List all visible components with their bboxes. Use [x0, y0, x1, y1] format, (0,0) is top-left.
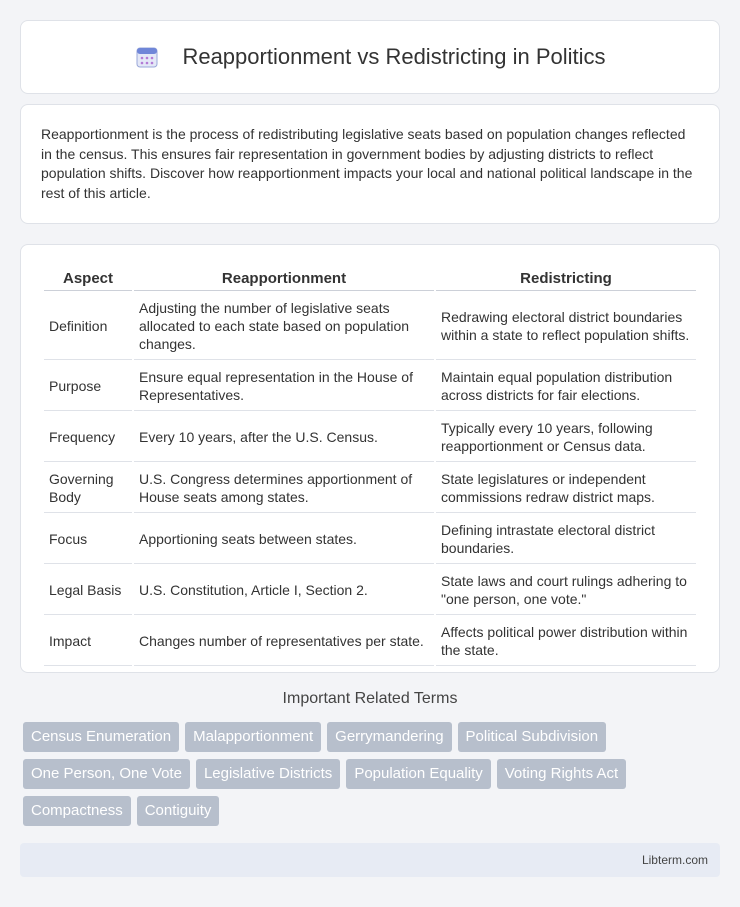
related-term-tag[interactable]: Gerrymandering	[327, 722, 451, 752]
header-card	[20, 20, 720, 94]
footer	[20, 843, 720, 877]
table-header-row	[44, 267, 696, 291]
related-terms-title: Important Related Terms	[282, 690, 458, 707]
header-reapportionment: Reapportionment	[134, 267, 434, 291]
row-aspect: Focus	[44, 515, 132, 564]
table-row	[44, 566, 696, 615]
table-row	[44, 293, 696, 360]
intro-text: Reapportionment is the process of redistributing legislative seats based on population changes reflected in the census. This ensures fair representation in government bodies by adjusting districts to reflect population shifts. Discover how reapportionment impacts your local and national political landscape in the rest of this article.	[41, 126, 693, 201]
related-term-tag[interactable]: Voting Rights Act	[497, 759, 626, 789]
row-reapportionment: Every 10 years, after the U.S. Census.	[134, 413, 434, 462]
header-aspect: Aspect	[44, 267, 132, 291]
related-term-tag[interactable]: Contiguity	[137, 796, 220, 826]
related-term-tag[interactable]: Census Enumeration	[23, 722, 179, 752]
row-redistricting: Redrawing electoral district boundaries within a state to reflect population shifts.	[436, 293, 696, 360]
row-reapportionment: Apportioning seats between states.	[134, 515, 434, 564]
table-row	[44, 464, 696, 513]
row-aspect: Impact	[44, 617, 132, 666]
row-reapportionment: U.S. Constitution, Article I, Section 2.	[134, 566, 434, 615]
row-aspect: Purpose	[44, 362, 132, 411]
page-title: Reapportionment vs Redistricting in Politics	[182, 44, 606, 69]
related-terms-list	[20, 722, 720, 826]
row-redistricting: State laws and court rulings adhering to "one person, one vote."	[436, 566, 696, 615]
row-reapportionment: U.S. Congress determines apportionment of House seats among states.	[134, 464, 434, 513]
header-redistricting: Redistricting	[436, 267, 696, 291]
row-reapportionment: Changes number of representatives per state.	[134, 617, 434, 666]
row-aspect: Legal Basis	[44, 566, 132, 615]
footer-brand[interactable]: Libterm.com	[641, 853, 708, 867]
table-row	[44, 362, 696, 411]
comparison-table-card	[20, 244, 720, 673]
related-term-tag[interactable]: One Person, One Vote	[23, 759, 190, 789]
comparison-table	[42, 265, 698, 668]
row-redistricting: Typically every 10 years, following reapportionment or Census data.	[436, 413, 696, 462]
row-redistricting: Maintain equal population distribution across districts for fair elections.	[436, 362, 696, 411]
row-aspect: Definition	[44, 293, 132, 360]
related-term-tag[interactable]: Legislative Districts	[196, 759, 340, 789]
related-terms-section	[20, 690, 720, 826]
row-redistricting: Affects political power distribution within the state.	[436, 617, 696, 666]
row-redistricting: State legislatures or independent commissions redraw district maps.	[436, 464, 696, 513]
related-term-tag[interactable]: Compactness	[23, 796, 131, 826]
related-term-tag[interactable]: Population Equality	[346, 759, 490, 789]
row-aspect: Governing Body	[44, 464, 132, 513]
row-reapportionment: Adjusting the number of legislative seats allocated to each state based on population changes.	[134, 293, 434, 360]
row-aspect: Frequency	[44, 413, 132, 462]
table-row	[44, 515, 696, 564]
calendar-icon	[134, 44, 160, 70]
row-reapportionment: Ensure equal representation in the House of Representatives.	[134, 362, 434, 411]
related-term-tag[interactable]: Malapportionment	[185, 722, 321, 752]
table-row	[44, 617, 696, 666]
table-row	[44, 413, 696, 462]
row-redistricting: Defining intrastate electoral district boundaries.	[436, 515, 696, 564]
related-term-tag[interactable]: Political Subdivision	[458, 722, 607, 752]
intro-card	[20, 104, 720, 224]
